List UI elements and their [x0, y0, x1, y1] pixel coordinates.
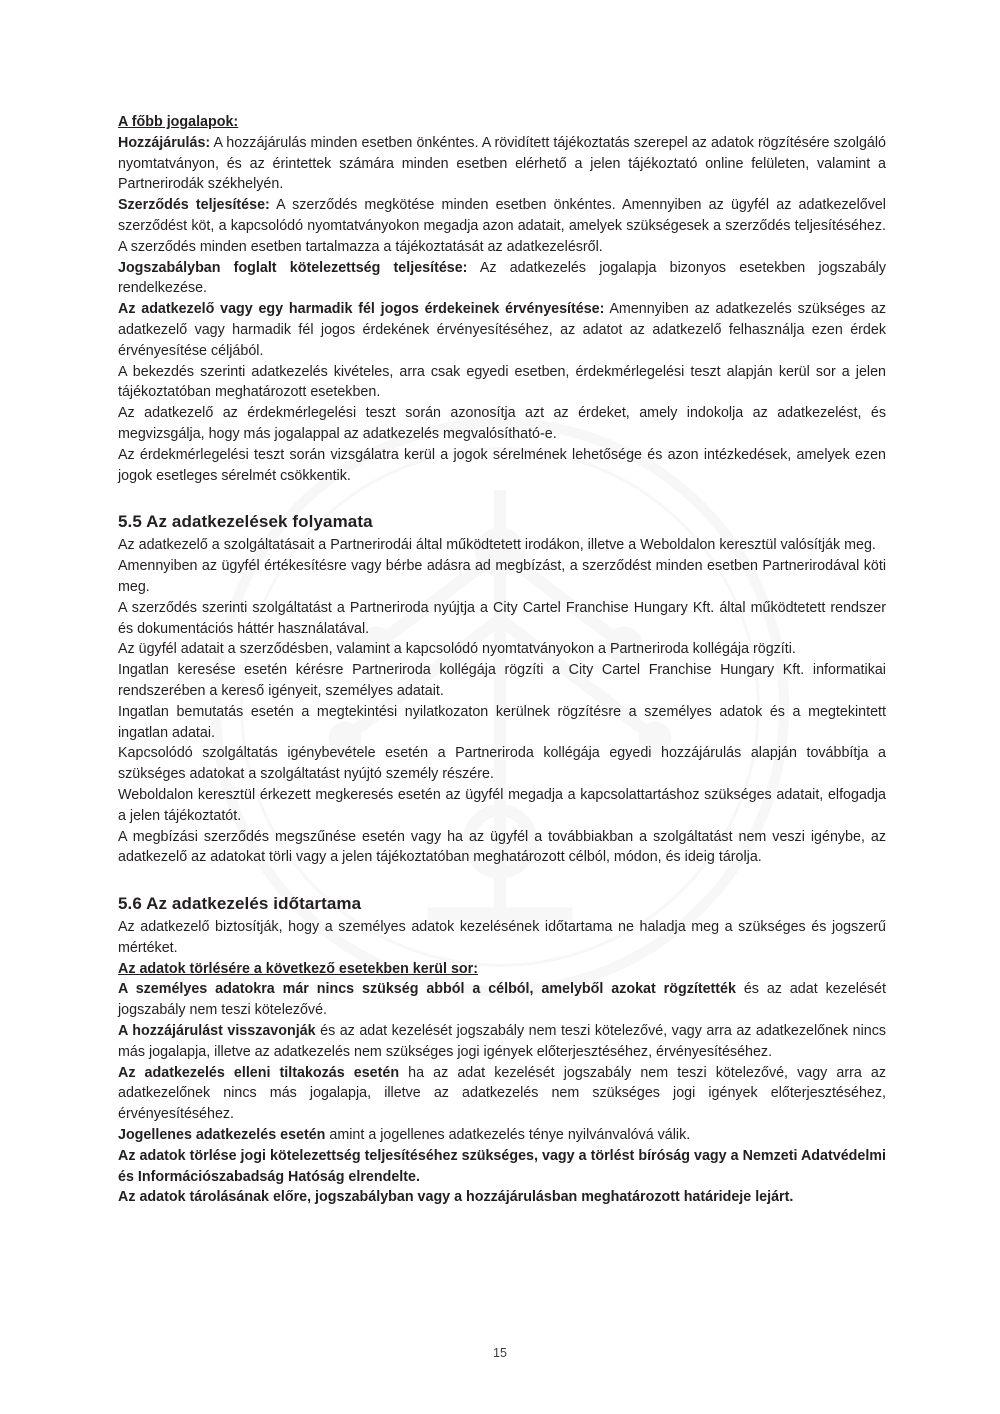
- paragraph-5-6-hatarido: [118, 1187, 886, 1208]
- paragraph-5-5-4: [118, 639, 886, 660]
- paragraph-erdekmerlegeles-kivetel: [118, 362, 886, 404]
- paragraph-szerzodes-teljesitese: [118, 195, 886, 257]
- paragraph-jogszabalyi-kotelezettseg: [118, 258, 886, 300]
- paragraph-5-6-visszavonas: [118, 1021, 886, 1063]
- paragraph-lead: Szerződés teljesítése:: [118, 197, 270, 214]
- paragraph-text: Ingatlan keresése esetén kérésre Partneriroda kollégája rögzíti a City Cartel Franchise Hungary Kft. informatikai rendszerében a kereső igényeit, személyes adatait.: [118, 662, 886, 699]
- page-number: 15: [493, 1346, 507, 1360]
- paragraph-lead: Az adatok tárolásának előre, jogszabályban vagy a hozzájárulásban meghatározott határideje lejárt.: [118, 1189, 794, 1206]
- paragraph-text: és az adat kezelését jogszabály nem teszi kötelezővé, vagy arra az adatkezelőnek nincs más jogalapja, illetve az adatkezelés nem szükséges jogi igények előterjesztéséhez, érvényesítéséhez.: [118, 1023, 887, 1060]
- paragraph-5-5-3: [118, 598, 886, 640]
- section-heading-5-6: 5.6 Az adatkezelés időtartama: [118, 894, 362, 914]
- paragraph-text: A szerződés szerinti szolgáltatást a Partneriroda nyújtja a City Cartel Franchise Hungary Kft. által működtetett rendszer és dokumentációs háttér használatával.: [118, 599, 886, 637]
- paragraph-lead: Az adatkezelő vagy egy harmadik fél jogos érdekeinek érvényesítése:: [118, 301, 605, 318]
- paragraph-lead: Az adatok törlése jogi kötelezettség teljesítéséhez szükséges, vagy a törlést bíróság vagy a Nemzeti Adatvédelmi és Információszabadság Hatóság elrendelte.: [118, 1147, 886, 1185]
- paragraph-erdekmerlegeles-vizsgalat: [118, 445, 886, 487]
- paragraph-text: és az adat kezelését jogszabály nem teszi kötelezővé.: [118, 981, 886, 1019]
- paragraph-text: Az adatkezelés jogalapja bizonyos esetekben jogszabály rendelkezése.: [118, 259, 886, 297]
- jogalapok-heading-text: A főbb jogalapok:: [118, 114, 239, 130]
- paragraph-5-5-7: [118, 743, 886, 785]
- paragraph-erdekmerlegeles-azonositas: [118, 403, 886, 445]
- paragraph-lead: A személyes adatokra már nincs szükség abból a célból, amelyből azokat rögzítették: [118, 981, 736, 998]
- paragraph-text: Az adatkezelő biztosítják, hogy a személyes adatok kezelésének időtartama ne haladja meg a szükséges és jogszerű mértéket.: [118, 919, 886, 956]
- paragraph-text: Weboldalon keresztül érkezett megkeresés esetén az ügyfél megadja a kapcsolattartáshoz szükséges adatait, elfogadja a jelen tájékoztatót.: [118, 786, 886, 824]
- paragraph-text: A megbízási szerződés megszűnése esetén vagy ha az ügyfél a továbbiakban a szolgáltatást nem veszi igénybe, az adatkezelő az adatokat törli vagy a jelen tájékoztatóban meghatározott célból, módon, és ideig tárolja.: [118, 828, 886, 866]
- paragraph-jogos-erdek: [118, 299, 886, 361]
- paragraph-text: A hozzájárulás minden esetben önkéntes. A rövidített tájékoztatás szerepel az adatok rögzítésére szolgáló nyomtatványon, és az érintettek számára minden esetben elérhető a jelen tájékoztató online felületen, valamint a Partnerirodák székhelyén.: [118, 134, 886, 193]
- paragraph-lead: Hozzájárulás:: [118, 134, 211, 151]
- paragraph-text: Kapcsolódó szolgáltatás igénybevétele esetén a Partneriroda kollégája egyedi hozzájárulás alapján továbbítja a szükséges adatokat a szolgáltatást nyújtó személy részére.: [118, 745, 886, 783]
- paragraph-5-5-6: [118, 702, 886, 744]
- paragraph-5-5-9: [118, 827, 886, 869]
- paragraph-5-5-8: [118, 785, 886, 827]
- paragraph-text: amint a jogellenes adatkezelés ténye nyilvánvalóvá válik.: [325, 1127, 691, 1144]
- paragraph-text: Az adatkezelő a szolgáltatásait a Partnerirodái által működtetett irodákon, illetve a Weboldalon keresztül valósítják meg.: [118, 537, 876, 554]
- paragraph-text: A bekezdés szerinti adatkezelés kivételes, arra csak egyedi esetben, érdekmérlegelési teszt alapján kerül sor a jelen tájékoztatóban meghatározott esetekben.: [118, 363, 886, 401]
- paragraph-lead: Az adatok törlésére a következő esetekben kerül sor:: [118, 960, 478, 977]
- paragraph-5-6-tiltakozas: [118, 1063, 886, 1125]
- paragraph-text: Ingatlan bemutatás esetén a megtekintési nyilatkozaton kerülnek rögzítésre a személyes adatok és a megtekintett ingatlan adatai.: [118, 703, 886, 741]
- section-heading-5-5: 5.5 Az adatkezelések folyamata: [118, 512, 373, 532]
- paragraph-5-5-5: [118, 660, 886, 702]
- paragraph-5-6-torles-lead: [118, 959, 886, 980]
- paragraph-text: A szerződés megkötése minden esetben önkéntes. Amennyiben az ügyfél az adatkezelővel szerződést köt, a kapcsolódó nyomtatványokon megadja azon adatait, amelyek szükségesek a szerződés teljesítéséhez. A szerződés minden esetben tartalmazza a tájékoztatását az adatkezelésről.: [118, 197, 886, 255]
- paragraph-text: Amennyiben az adatkezelés szükséges az adatkezelő vagy harmadik fél jogos érdekének érvényesítéséhez, az adatot az adatkezelő felhasználja ezen érdek érvényesítése céljából.: [118, 301, 886, 359]
- paragraph-5-5-2: [118, 556, 886, 598]
- paragraph-5-6-hatosag: [118, 1146, 886, 1188]
- paragraph-lead: Jogellenes adatkezelés esetén: [118, 1127, 326, 1144]
- paragraph-text: Az adatkezelő az érdekmérlegelési teszt során azonosítja azt az érdeket, amely indokolja az adatkezelést, és megvizsgálja, hogy más jogalappal az adatkezelés megvalósítható-e.: [118, 405, 886, 442]
- section-heading-inline: [118, 112, 886, 133]
- paragraph-hozzajarulas: [118, 133, 886, 195]
- paragraph-text: ha az adat kezelését jogszabály nem teszi kötelezővé, vagy arra az adatkezelőnek nincs más jogalapja, illetve az adatkezelés nem szükséges jogi igények előterjesztéséhez, érvényesítéséhez.: [118, 1064, 886, 1123]
- document-body: [118, 112, 886, 1208]
- paragraph-5-6-jogellenes: [118, 1125, 886, 1146]
- paragraph-lead: A hozzájárulást visszavonják: [118, 1023, 316, 1040]
- paragraph-5-5-1: [118, 535, 886, 556]
- paragraph-text: Amennyiben az ügyfél értékesítésre vagy bérbe adásra ad megbízást, a szerződést minden esetben Partnerirodával köti meg.: [118, 558, 886, 595]
- paragraph-5-6-1: [118, 917, 886, 959]
- paragraph-text: Az érdekmérlegelési teszt során vizsgálatra kerül a jogok sérelmének lehetősége és azon intézkedések, amelyek ezen jogok esetleges sérelmét csökkentik.: [118, 446, 886, 484]
- paragraph-text: Az ügyfél adatait a szerződésben, valamint a kapcsolódó nyomtatványokon a Partneriroda kollégája rögzíti.: [118, 641, 796, 658]
- paragraph-5-6-nincs-szukseg: [118, 979, 886, 1021]
- paragraph-lead: Jogszabályban foglalt kötelezettség teljesítése:: [118, 259, 468, 276]
- paragraph-lead: Az adatkezelés elleni tiltakozás esetén: [118, 1064, 400, 1081]
